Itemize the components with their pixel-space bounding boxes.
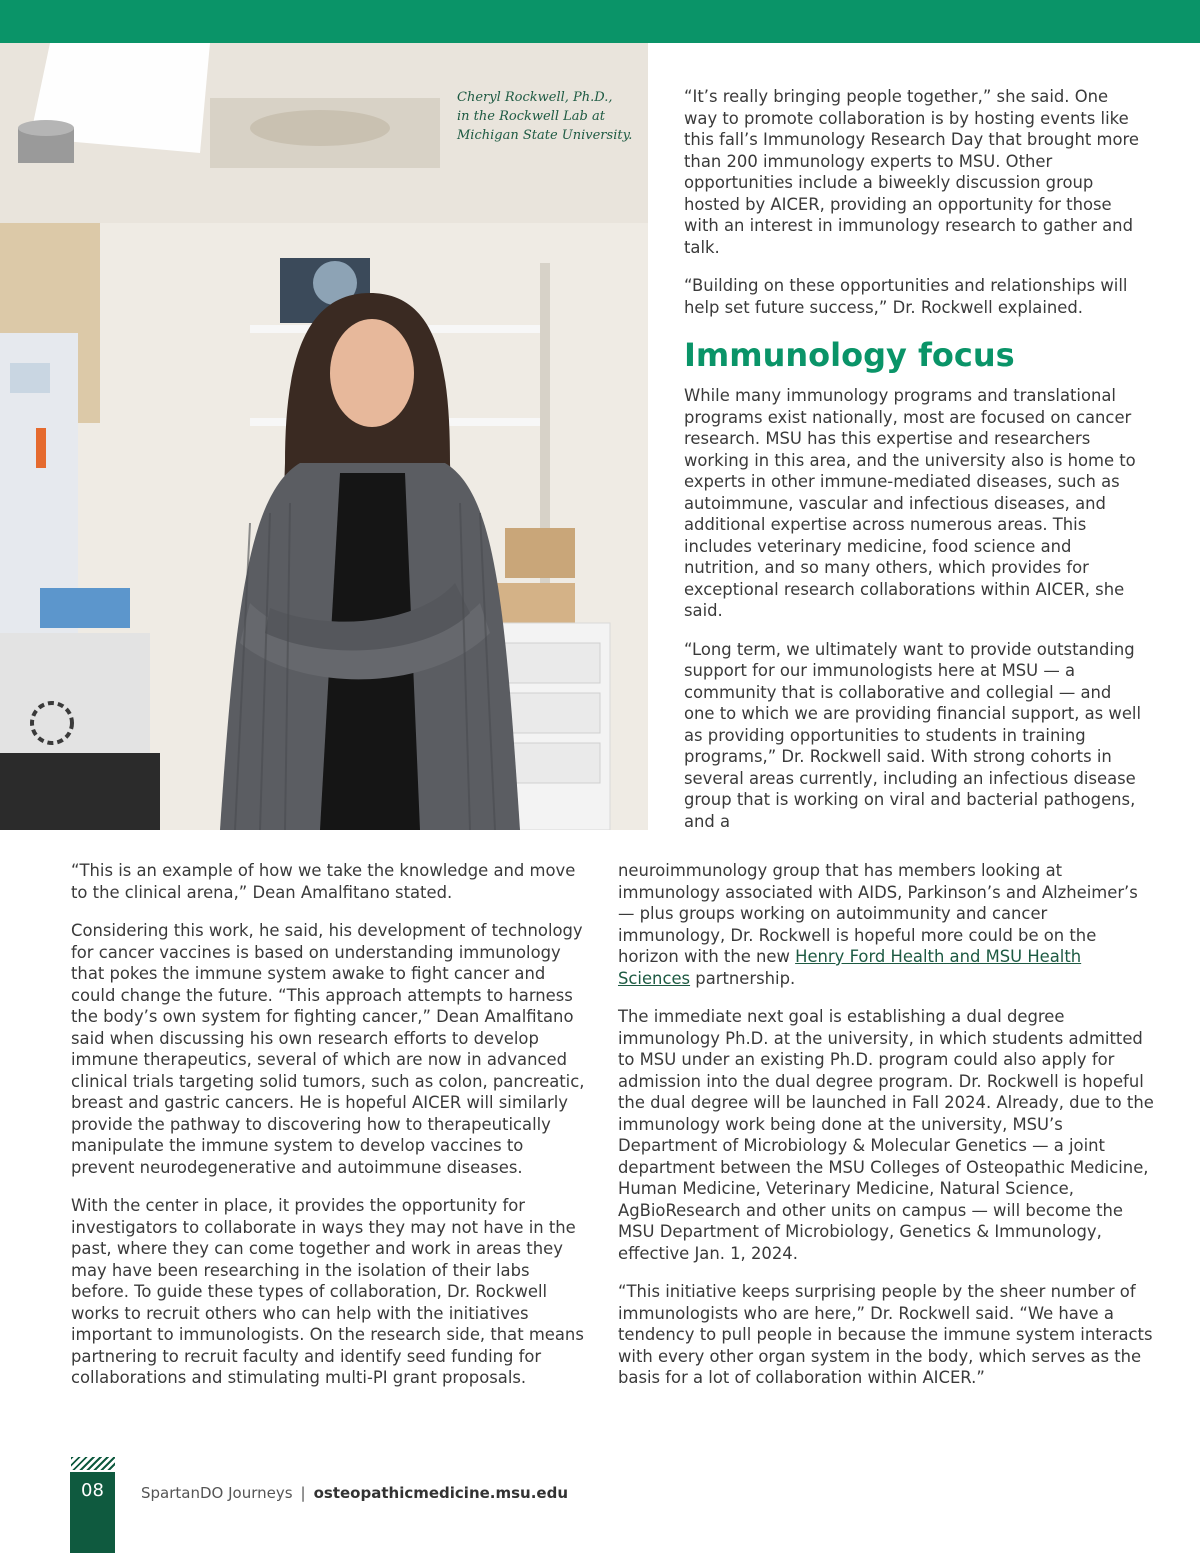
right-column-top: [684, 86, 1144, 832]
footer-hatch-pattern: [71, 1457, 115, 1470]
paragraph: While many immunology programs and translational programs exist nationally, most are focused on cancer research. MSU has this expertise and researchers working in this area, and the university also is home to experts in other immune-mediated diseases, such as autoimmune, vascular and infectious diseases, and additional expertise across numerous areas. This includes veterinary medicine, food science and nutrition, and so many others, which provides for exceptional research collaborations within AICER, she said.: [684, 386, 1136, 620]
paragraph: [618, 860, 1158, 989]
footer-url: osteopathicmedicine.msu.edu: [313, 1484, 569, 1502]
paragraph: “This is an example of how we take the knowledge and move to the clinical arena,” Dean Amalfitano stated.: [71, 861, 576, 902]
caption-line: Cheryl Rockwell, Ph.D.,: [457, 90, 613, 105]
paragraph: With the center in place, it provides the opportunity for investigators to collaborate in ways they may not have in the past, where they can come together and work in areas they may have been researching in the isolation of their labs before. To guide these types of collaboration, Dr. Rockwell works to recruit others who can help with the initiatives important to immunologists. On the research side, that means partnering to recruit faculty and identify seed funding for collaborations and stimulating multi-PI grant proposals.: [71, 1196, 584, 1387]
paragraph: “Building on these opportunities and relationships will help set future success,” Dr. Rockwell explained.: [684, 276, 1128, 317]
lab-photo-illustration: [0, 43, 648, 830]
footer-publication-line: [141, 1483, 568, 1503]
paragraph: “Long term, we ultimately want to provide outstanding support for our immunologists here at MSU — a community that is collaborative and collegial — and one to which we are providing financial support, as well as providing opportunities to students in training programs,” Dr. Rockwell said. With strong cohorts in several areas currently, including an infectious disease group that is working on viral and bacterial pathogens, and a: [684, 639, 1142, 831]
paragraph: Considering this work, he said, his development of technology for cancer vaccines is based on understanding immunology that pokes the immune system awake to fight cancer and could change the future. “This approach attempts to harness the body’s own system for fighting cancer,” Dean Amalfitano said when discussing his own research efforts to develop immune therapeutics, several of which are now in advanced clinical trials targeting solid tumors, such as colon, pancreatic, breast and gastric cancers. He is hopeful AICER will similarly provide the pathway to discovering how to therapeutically manipulate the immune system to develop vaccines to prevent neurodegenerative and autoimmune diseases.: [71, 921, 585, 1177]
publication-name: SpartanDO Journeys: [141, 1484, 293, 1502]
henry-ford-partnership-link[interactable]: Henry Ford Health and MSU Health Sciences: [618, 947, 1082, 988]
paragraph: “This initiative keeps surprising people by the sheer number of immunologists who are here,” Dr. Rockwell said. “We have a tendency to pull people in because the immune system interacts with every other organ system in the body, which serves as the basis for a lot of collaboration within AICER.”: [618, 1282, 1153, 1387]
right-column-bottom: [618, 860, 1158, 1406]
section-heading: Immunology focus: [684, 336, 1015, 374]
page-number: 08: [81, 1480, 104, 1501]
caption-line: Michigan State University.: [457, 128, 633, 143]
paragraph: The immediate next goal is establishing a dual degree immunology Ph.D. at the university, in which students admitted to MSU under an existing Ph.D. program could also apply for admission into the dual degree program. Dr. Rockwell is hopeful the dual degree will be launched in Fall 2024. Already, due to the immunology work being done at the university, MSU’s Department of Microbiology & Molecular Genetics — a joint department between the MSU Colleges of Osteopathic Medicine, Human Medicine, Veterinary Medicine, Natural Science, AgBioResearch and other units on campus — will become the MSU Department of Microbiology, Genetics & Immunology, effective Jan. 1, 2024.: [618, 1007, 1154, 1263]
top-accent-bar: [0, 0, 1200, 43]
paragraph: “It’s really bringing people together,” she said. One way to promote collaboration is by hosting events like this fall’s Immunology Research Day that brought more than 200 immunology experts to MSU. Other opportunities include a biweekly discussion group hosted by AICER, providing an opportunity for those with an interest in immunology research to gather and talk.: [684, 87, 1140, 257]
paragraph-continuation: neuroimmunology group that has members looking at immunology associated with AIDS, Parkinson’s and Alzheimer’s — plus groups working on autoimmunity and cancer immunology, Dr. Rockwell is hopeful more could be on the horizon with the new: [618, 861, 1138, 966]
lab-photo: [0, 43, 648, 830]
paragraph-continuation-end: partnership.: [690, 968, 796, 988]
footer-separator: |: [300, 1484, 306, 1502]
left-column: [71, 860, 591, 1406]
caption-line: in the Rockwell Lab at: [457, 109, 605, 124]
photo-caption: [457, 88, 637, 145]
